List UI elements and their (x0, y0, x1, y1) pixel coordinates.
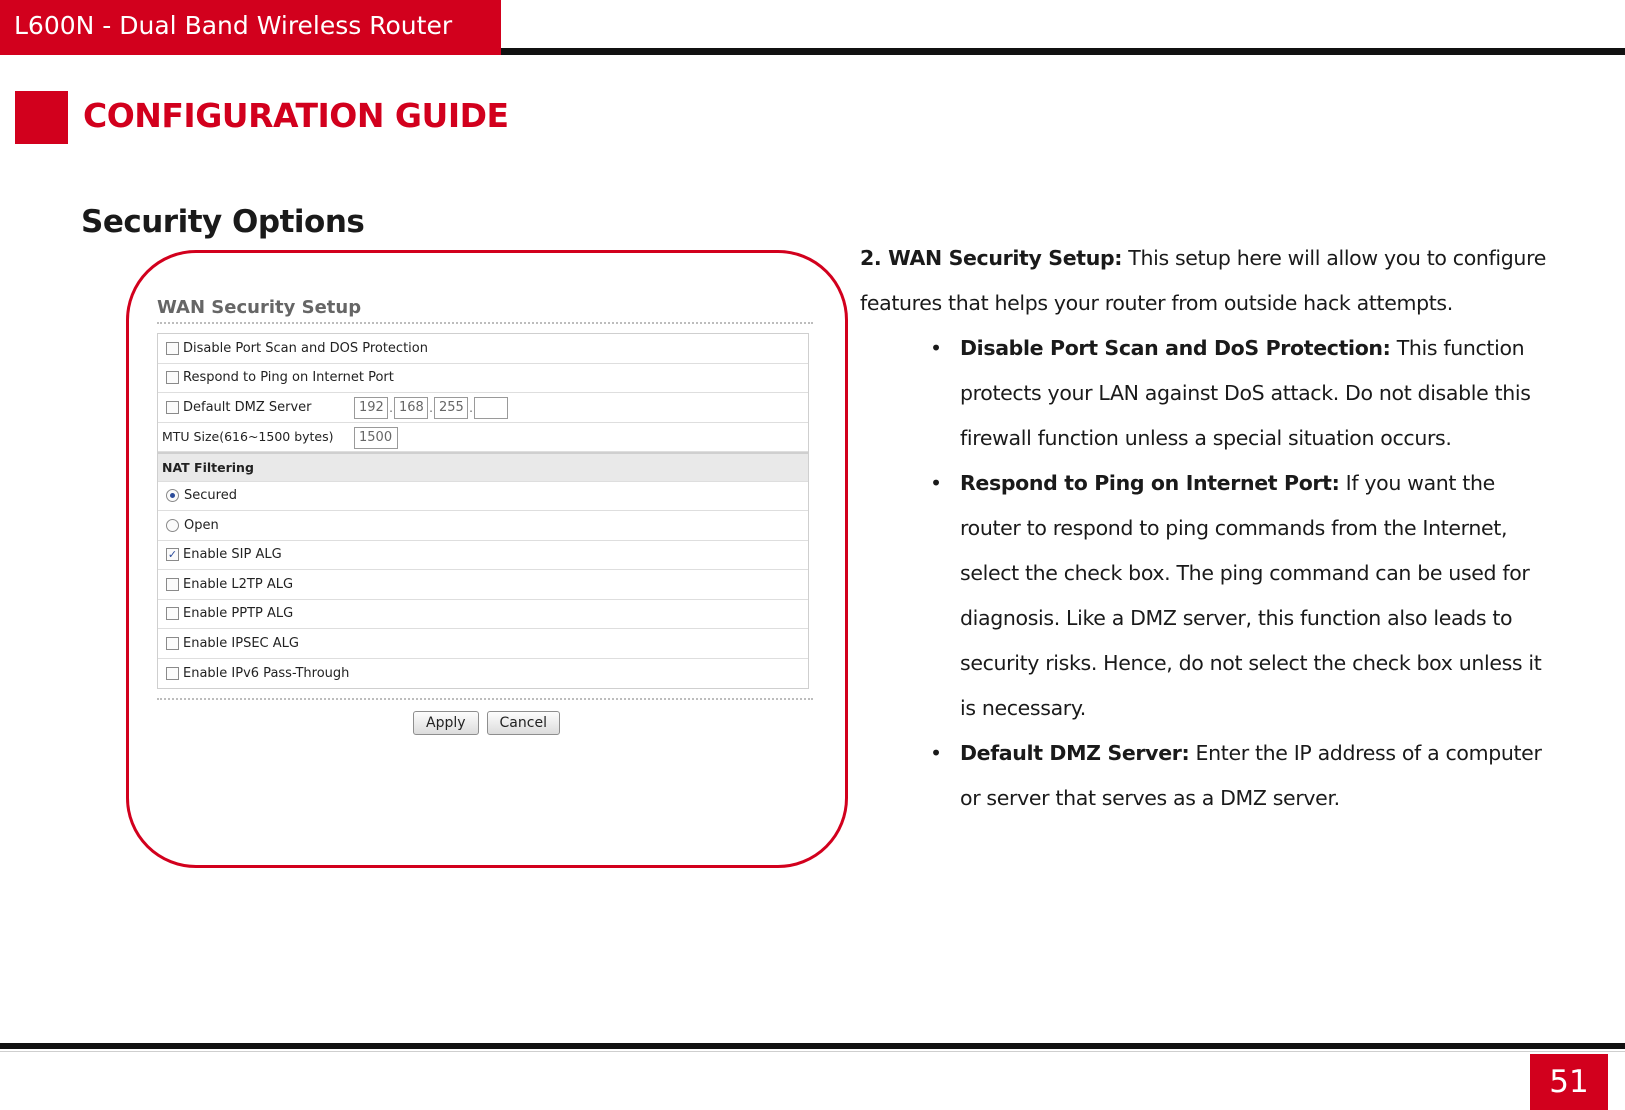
label-secured: Secured (184, 488, 237, 504)
dmz-ip-octet-2[interactable]: 168 (394, 397, 428, 419)
checkbox-l2tp-alg[interactable] (166, 578, 179, 591)
footer-rule-thin (0, 1051, 1625, 1052)
checkbox-default-dmz[interactable] (166, 401, 179, 414)
checkbox-ipsec-alg[interactable] (166, 637, 179, 650)
mtu-field-wrap (354, 427, 398, 449)
list-item (930, 461, 1560, 731)
label-open: Open (184, 517, 219, 533)
description-text (860, 236, 1560, 821)
option-row-mtu (158, 423, 808, 453)
label-mtu: MTU Size(616~1500 bytes) (162, 429, 334, 445)
intro-text: This setup here will allow you to configure features that helps your router from outside hack attempts. (860, 246, 1546, 315)
checkbox-sip-alg[interactable]: ✓ (167, 548, 178, 562)
guide-title: CONFIGURATION GUIDE (83, 96, 509, 135)
bullet-text: This function protects your LAN against DoS attack. Do not disable this firewall function unless a special situation occurs. (960, 336, 1531, 450)
label-nat-filtering: NAT Filtering (162, 459, 254, 475)
checkbox-disable-port-scan[interactable] (166, 342, 179, 355)
mtu-input[interactable]: 1500 (354, 427, 398, 449)
dmz-ip-octet-4[interactable] (474, 397, 508, 419)
title-divider (157, 322, 813, 324)
option-row-dmz (158, 393, 808, 423)
label-sip-alg: Enable SIP ALG (183, 547, 282, 563)
router-page-title: WAN Security Setup (157, 297, 362, 318)
checkbox-ipv6-passthrough[interactable] (166, 667, 179, 680)
dmz-ip-fields: 192 . 168 . 255 . (354, 397, 508, 419)
header-rule (501, 48, 1625, 55)
bullet-text: If you want the router to respond to ping commands from the Internet, select the check box. The ping command can be used for diagnosis. Like a DMZ server, this function also leads to security risks. Hence, do not select the check box unless it is necessary. (960, 471, 1542, 720)
settings-panel (157, 333, 809, 689)
dmz-ip-octet-3[interactable]: 255 (434, 397, 468, 419)
header-title-tab (0, 0, 501, 55)
checkbox-pptp-alg[interactable] (166, 607, 179, 620)
option-row-ping (158, 364, 808, 394)
option-row-ipsec (158, 629, 808, 659)
product-title: L600N - Dual Band Wireless Router (14, 11, 453, 40)
cancel-button[interactable]: Cancel (487, 711, 560, 735)
radio-secured[interactable] (166, 489, 179, 502)
option-row-l2tp (158, 570, 808, 600)
option-row-sip (158, 541, 808, 571)
label-ipsec-alg: Enable IPSEC ALG (183, 635, 299, 651)
list-item (930, 731, 1560, 821)
option-row-pptp (158, 600, 808, 630)
intro-bold: 2. WAN Security Setup: (860, 246, 1123, 270)
option-row-port-scan (158, 334, 808, 364)
checkbox-respond-ping[interactable] (166, 371, 179, 384)
wan-security-screenshot (155, 293, 820, 743)
section-title: Security Options (81, 204, 365, 240)
radio-open[interactable] (166, 519, 179, 532)
option-row-open (158, 511, 808, 541)
option-row-secured (158, 482, 808, 512)
list-item (930, 326, 1560, 461)
bullet-bold: Default DMZ Server: (960, 741, 1190, 765)
label-ipv6-passthrough: Enable IPv6 Pass-Through (183, 665, 350, 681)
bullet-bold: Respond to Ping on Internet Port: (960, 471, 1340, 495)
apply-button[interactable]: Apply (413, 711, 479, 735)
feature-list (930, 326, 1560, 821)
page-number: 51 (1530, 1054, 1608, 1110)
label-disable-port-scan: Disable Port Scan and DOS Protection (183, 340, 428, 356)
label-l2tp-alg: Enable L2TP ALG (183, 576, 294, 592)
footer-rule (0, 1043, 1625, 1049)
form-buttons (413, 711, 560, 735)
option-row-ipv6 (158, 659, 808, 689)
bullet-bold: Disable Port Scan and DoS Protection: (960, 336, 1391, 360)
nat-filtering-header (158, 452, 808, 482)
label-default-dmz: Default DMZ Server (183, 399, 312, 415)
button-divider (157, 698, 813, 700)
label-pptp-alg: Enable PPTP ALG (183, 606, 294, 622)
dmz-ip-octet-1[interactable]: 192 (354, 397, 388, 419)
bullet-text: Enter the IP address of a computer or server that serves as a DMZ server. (960, 741, 1542, 810)
label-respond-ping: Respond to Ping on Internet Port (183, 370, 394, 386)
intro-paragraph (860, 236, 1560, 326)
guide-marker (15, 91, 68, 144)
